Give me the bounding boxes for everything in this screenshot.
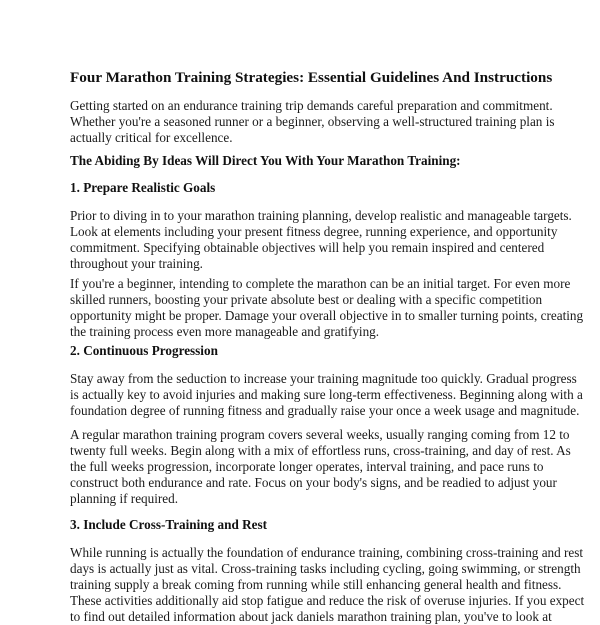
text-line: Whether you're a seasoned runner or a beginner, observing a well-structured training plan is xyxy=(70,114,555,129)
text-line: opportunity might be proper. Damage your overall objective in to smaller turning points, creating xyxy=(70,308,584,323)
text-line: Stay away from the seduction to increase your training magnitude too quickly. Gradual progress xyxy=(70,371,577,386)
text-line: Look at elements including your present fitness degree, running experience, and opportunity xyxy=(70,224,558,239)
text-line: actually critical for excellence. xyxy=(70,130,233,145)
text-line: While running is actually the foundation of endurance training, combining cross-training and rest xyxy=(70,545,584,560)
text-line: planning if required. xyxy=(70,491,179,506)
lead-heading: The Abiding By Ideas Will Direct You With Your Marathon Training: xyxy=(70,153,461,168)
section-2-paragraph-1 xyxy=(70,371,583,419)
text-line: twenty full weeks. Begin along with a mix of effortless runs, cross-training, and day of rest. As xyxy=(70,443,571,458)
section-heading-3: 3. Include Cross-Training and Rest xyxy=(70,517,267,532)
text-line: commitment. Specifying obtainable objectives will help you remain inspired and centered xyxy=(70,240,545,255)
text-line: training supply a break coming from running while still enhancing general health and fitness. xyxy=(70,577,562,592)
text-line: skilled runners, boosting your private absolute best or dealing with a specific competition xyxy=(70,292,543,307)
section-heading-2: 2. Continuous Progression xyxy=(70,343,218,358)
text-line: These activities additionally aid stop fatigue and reduce the risk of overuse injuries. If you expect xyxy=(70,593,585,608)
section-3-paragraph-1 xyxy=(70,545,585,625)
text-line: construct both endurance and rate. Focus on your body's signs, and be readied to adjust your xyxy=(70,475,557,490)
text-line: If you're a beginner, intending to complete the marathon can be an initial target. For even more xyxy=(70,276,571,291)
document-title: Four Marathon Training Strategies: Essential Guidelines And Instructions xyxy=(70,69,553,86)
section-2-paragraph-2 xyxy=(70,427,571,507)
text-line: foundation degree of running fitness and gradually raise your once a week usage and magnitude. xyxy=(70,403,580,418)
text-line: Getting started on an endurance training trip demands careful preparation and commitment. xyxy=(70,98,553,113)
text-line: is actually key to avoid injuries and making sure long-term effectiveness. Beginning along with a xyxy=(70,387,583,402)
text-line: days is actually just as vital. Cross-training tasks including cycling, going swimming, or strength xyxy=(70,561,581,576)
text-line: to find out detailed information about jack daniels marathon training plan, you've to look at xyxy=(70,609,552,624)
section-heading-1: 1. Prepare Realistic Goals xyxy=(70,180,216,195)
text-line: throughout your training. xyxy=(70,256,203,271)
intro-paragraph xyxy=(70,98,555,146)
section-1-paragraph-2 xyxy=(70,276,584,340)
text-line: the training process even more manageable and gratifying. xyxy=(70,324,380,339)
text-line: Prior to diving in to your marathon training planning, develop realistic and manageable targets. xyxy=(70,208,572,223)
text-line: A regular marathon training program covers several weeks, usually ranging coming from 12 to xyxy=(70,427,570,442)
text-line: the full weeks progression, incorporate longer operates, interval training, and pace runs to xyxy=(70,459,544,474)
section-1-paragraph-1 xyxy=(70,208,572,272)
